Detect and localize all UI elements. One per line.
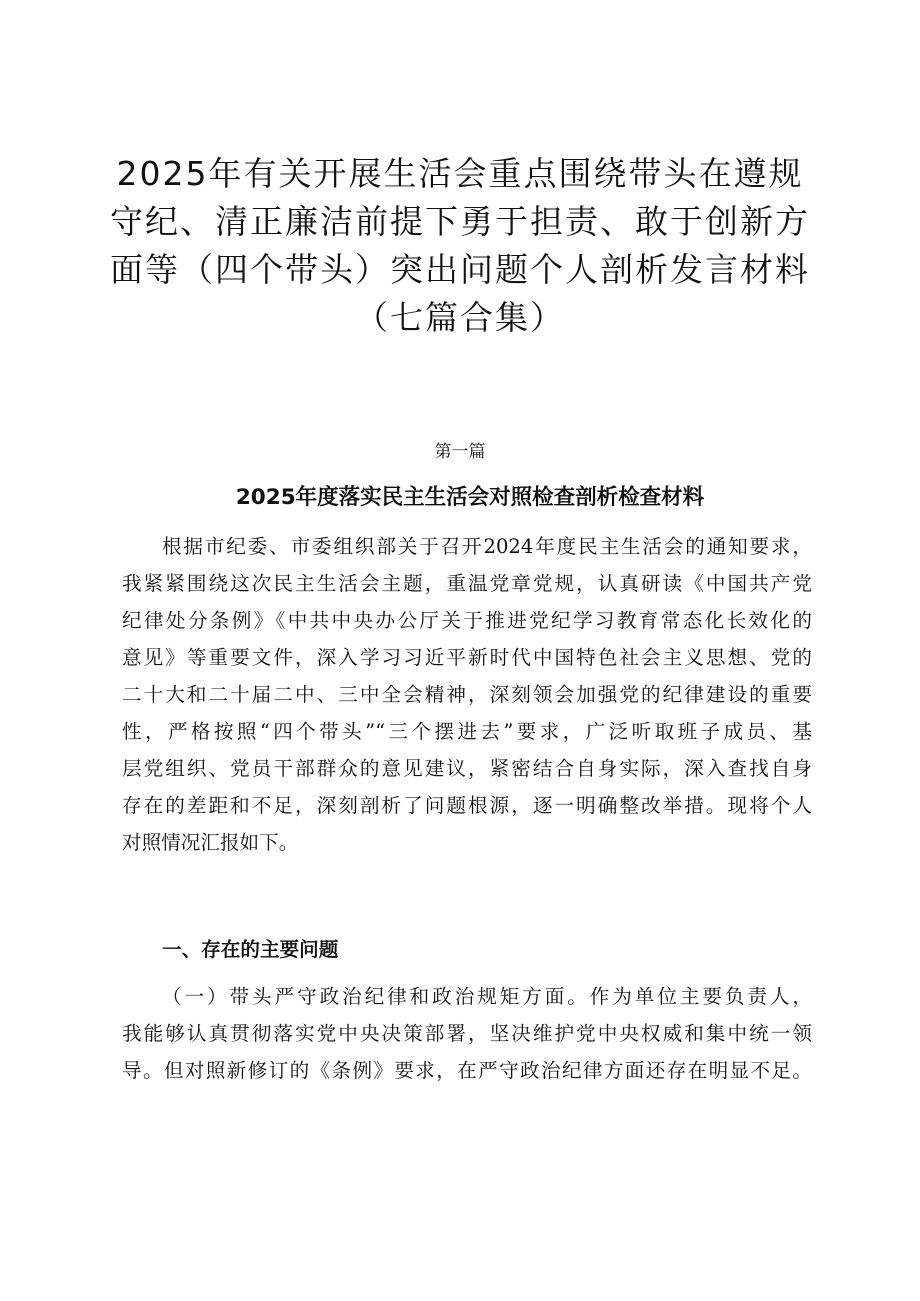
section-heading: 一、存在的主要问题 <box>162 938 339 961</box>
intro-paragraph <box>122 528 812 861</box>
paragraph-line: 性，严格按照“四个带头”“三个摆进去”要求，广泛听取班子成员、基 <box>122 720 812 743</box>
main-title-line: 守纪、清正廉洁前提下勇于担责、敢于创新方 <box>110 202 810 241</box>
paragraph-line: 意见》等重要文件，深入学习习近平新时代中国特色社会主义思想、党的 <box>122 646 812 669</box>
body-paragraph <box>122 978 812 1089</box>
paragraph-line: 二十大和二十届二中、三中全会精神，深刻领会加强党的纪律建设的重要 <box>122 683 812 706</box>
paragraph-line: 对照情况汇报如下。 <box>122 831 299 854</box>
section-label: 第一篇 <box>434 442 486 462</box>
article-title: 2025年度落实民主生活会对照检查剖析检查材料 <box>235 485 705 510</box>
paragraph-line: 纪律处分条例》《中共中央办公厅关于推进党纪学习教育常态化长效化的 <box>122 609 812 632</box>
document-main-title <box>110 150 810 342</box>
paragraph-line: （一）带头严守政治纪律和政治规矩方面。作为单位主要负责人， <box>162 985 812 1008</box>
main-title-line: 面等（四个带头）突出问题个人剖析发言材料 <box>110 250 810 289</box>
paragraph-line: 根据市纪委、市委组织部关于召开2024年度民主生活会的通知要求， <box>162 535 812 558</box>
paragraph-line: 导。但对照新修订的《条例》要求，在严守政治纪律方面还存在明显不足。 <box>122 1059 812 1082</box>
paragraph-line: 存在的差距和不足，深刻剖析了问题根源，逐一明确整改举措。现将个人 <box>122 794 812 817</box>
paragraph-line: 我紧紧围绕这次民主生活会主题，重温党章党规，认真研读《中国共产党 <box>122 572 812 595</box>
main-title-line: 2025年有关开展生活会重点围绕带头在遵规 <box>116 154 804 193</box>
main-title-line: （七篇合集） <box>355 298 565 337</box>
paragraph-line: 层党组织、党员干部群众的意见建议，紧密结合自身实际，深入查找自身 <box>122 757 812 780</box>
paragraph-line: 我能够认真贯彻落实党中央决策部署，坚决维护党中央权威和集中统一领 <box>122 1022 812 1045</box>
